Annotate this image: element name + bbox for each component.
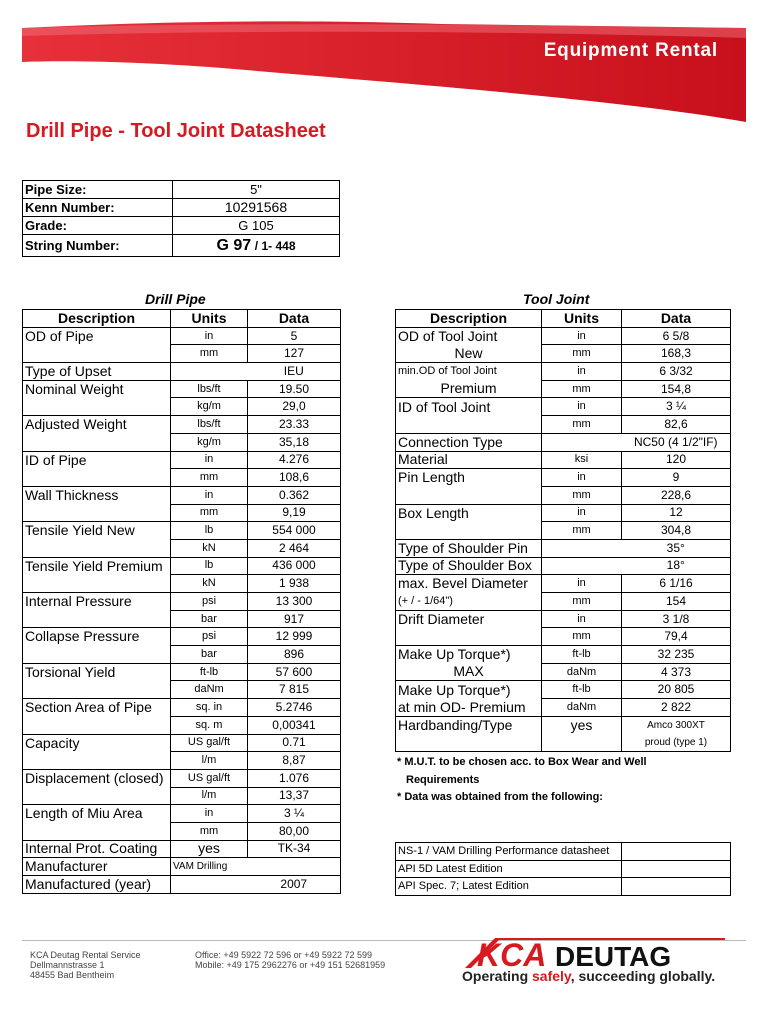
tool-joint-data: 228,6 — [622, 486, 731, 504]
notes — [397, 754, 647, 807]
tool-joint-data: proud (type 1) — [622, 734, 731, 752]
tool-joint-header-1: Units — [542, 310, 622, 328]
tool-joint-description — [396, 486, 542, 504]
drill-pipe-data: 4.276 — [248, 451, 341, 469]
tool-joint-unit: in — [542, 504, 622, 522]
drill-pipe-row — [23, 734, 341, 752]
footer-office: Office: +49 5922 72 596 or +49 5922 72 599 — [195, 950, 372, 960]
drill-pipe-row — [23, 380, 341, 398]
tagline — [462, 968, 715, 984]
drill-pipe-unit — [171, 876, 248, 894]
drill-pipe-data: TK-34 — [248, 840, 341, 858]
note-line-3: * Data was obtained from the following: — [397, 791, 603, 804]
drill-pipe-description: Manufactured (year) — [23, 876, 171, 894]
tool-joint-data: 3 1/8 — [622, 610, 731, 628]
drill-pipe-unit: lbs/ft — [171, 380, 248, 398]
tool-joint-unit — [542, 539, 622, 557]
drill-pipe-data: 2007 — [248, 876, 341, 894]
tool-joint-description: Premium — [396, 380, 542, 398]
reference-row — [396, 860, 731, 878]
tool-joint-data: 9 — [622, 469, 731, 487]
drill-pipe-unit: sq. in — [171, 699, 248, 717]
drill-pipe-unit: bar — [171, 610, 248, 628]
tool-joint-unit: mm — [542, 345, 622, 363]
tool-joint-description: Pin Length — [396, 469, 542, 487]
tool-joint-unit — [542, 734, 622, 752]
footer-company: KCA Deutag Rental Service — [30, 950, 141, 960]
drill-pipe-description: OD of Pipe — [23, 327, 171, 345]
tool-joint-row — [396, 716, 731, 734]
reference-row — [396, 878, 731, 896]
drill-pipe-row — [23, 840, 341, 858]
tool-joint-unit: daNm — [542, 663, 622, 681]
drill-pipe-row — [23, 522, 341, 540]
tool-joint-data: 304,8 — [622, 522, 731, 540]
drill-pipe-row — [23, 822, 341, 840]
drill-pipe-description — [23, 646, 171, 664]
tool-joint-data: 12 — [622, 504, 731, 522]
drill-pipe-unit: US gal/ft — [171, 734, 248, 752]
drill-pipe-row — [23, 327, 341, 345]
drill-pipe-header-1: Units — [171, 310, 248, 328]
drill-pipe-row — [23, 663, 341, 681]
drill-pipe-unit: in — [171, 486, 248, 504]
drill-pipe-description — [23, 787, 171, 805]
drill-pipe-row — [23, 646, 341, 664]
drill-pipe-unit: psi — [171, 593, 248, 611]
reference-empty-cell — [622, 878, 731, 896]
drill-pipe-row — [23, 504, 341, 522]
tool-joint-data: 82,6 — [622, 416, 731, 434]
drill-pipe-row — [23, 610, 341, 628]
tool-joint-unit: mm — [542, 593, 622, 611]
drill-pipe-data: 23.33 — [248, 416, 341, 434]
tool-joint-unit: in — [542, 363, 622, 381]
tool-joint-unit: ksi — [542, 451, 622, 469]
drill-pipe-data: 9,19 — [248, 504, 341, 522]
tool-joint-row — [396, 345, 731, 363]
tagline-part-3: , succeeding globally. — [570, 968, 716, 984]
drill-pipe-row — [23, 539, 341, 557]
drill-pipe-description: Nominal Weight — [23, 380, 171, 398]
drill-pipe-data: 2 464 — [248, 539, 341, 557]
tool-joint-description: Drift Diameter — [396, 610, 542, 628]
drill-pipe-data: 5.2746 — [248, 699, 341, 717]
drill-pipe-row — [23, 433, 341, 451]
drill-pipe-data: IEU — [248, 363, 341, 381]
drill-pipe-row — [23, 486, 341, 504]
drill-pipe-description: Internal Pressure — [23, 593, 171, 611]
tool-joint-row — [396, 663, 731, 681]
drill-pipe-data: 13,37 — [248, 787, 341, 805]
tool-joint-data: Amco 300XT — [622, 716, 731, 734]
tool-joint-data: NC50 (4 1/2"IF) — [622, 433, 731, 451]
drill-pipe-description — [23, 681, 171, 699]
drill-pipe-description: Capacity — [23, 734, 171, 752]
tool-joint-row — [396, 628, 731, 646]
tool-joint-unit — [542, 557, 622, 575]
tool-joint-row — [396, 398, 731, 416]
tool-joint-description: MAX — [396, 663, 542, 681]
tool-joint-data: 79,4 — [622, 628, 731, 646]
drill-pipe-unit: ft-lb — [171, 663, 248, 681]
drill-pipe-description — [23, 822, 171, 840]
tool-joint-row — [396, 557, 731, 575]
drill-pipe-data: 35,18 — [248, 433, 341, 451]
drill-pipe-row — [23, 787, 341, 805]
logo-deutag-text: DEUTAG — [555, 941, 672, 972]
drill-pipe-unit: mm — [171, 504, 248, 522]
tool-joint-row — [396, 416, 731, 434]
tool-joint-unit: ft-lb — [542, 646, 622, 664]
drill-pipe-unit: psi — [171, 628, 248, 646]
drill-pipe-description: Collapse Pressure — [23, 628, 171, 646]
tool-joint-description: Type of Shoulder Pin — [396, 539, 542, 557]
note-line-2: Requirements — [406, 773, 480, 786]
drill-pipe-unit — [171, 363, 248, 381]
drill-pipe-row — [23, 557, 341, 575]
drill-pipe-unit: in — [171, 451, 248, 469]
drill-pipe-data: 0,00341 — [248, 716, 341, 734]
kenn-number-label: Kenn Number: — [23, 199, 173, 217]
drill-pipe-unit: in — [171, 805, 248, 823]
tool-joint-unit: in — [542, 575, 622, 593]
drill-pipe-row — [23, 363, 341, 381]
tool-joint-data: 20 805 — [622, 681, 731, 699]
drill-pipe-row — [23, 345, 341, 363]
drill-pipe-data: 7 815 — [248, 681, 341, 699]
tool-joint-row — [396, 699, 731, 717]
drill-pipe-data: 436 000 — [248, 557, 341, 575]
tool-joint-row — [396, 539, 731, 557]
tool-joint-row — [396, 451, 731, 469]
tool-joint-data: 6 1/16 — [622, 575, 731, 593]
grade-label: Grade: — [23, 217, 173, 235]
drill-pipe-unit: mm — [171, 822, 248, 840]
drill-pipe-unit: kg/m — [171, 433, 248, 451]
drill-pipe-description: Manufacturer — [23, 858, 171, 876]
tool-joint-unit: mm — [542, 628, 622, 646]
tool-joint-row — [396, 327, 731, 345]
drill-pipe-description — [23, 469, 171, 487]
drill-pipe-description: Tensile Yield Premium — [23, 557, 171, 575]
drill-pipe-data: 1 938 — [248, 575, 341, 593]
drill-pipe-unit: kg/m — [171, 398, 248, 416]
tool-joint-unit: mm — [542, 380, 622, 398]
drill-pipe-data: 108,6 — [248, 469, 341, 487]
string-number-label: String Number: — [23, 235, 173, 257]
drill-pipe-unit: lb — [171, 522, 248, 540]
drill-pipe-header-0: Description — [23, 310, 171, 328]
drill-pipe-data — [248, 858, 341, 876]
tool-joint-description: min.OD of Tool Joint — [396, 363, 542, 381]
drill-pipe-data: 917 — [248, 610, 341, 628]
logo-kca-text: KCA — [477, 937, 547, 973]
drill-pipe-unit: l/m — [171, 752, 248, 770]
tool-joint-unit: in — [542, 398, 622, 416]
drill-pipe-unit: sq. m — [171, 716, 248, 734]
drill-pipe-unit: kN — [171, 539, 248, 557]
drill-pipe-row — [23, 858, 341, 876]
drill-pipe-description: Tensile Yield New — [23, 522, 171, 540]
drill-pipe-description: Wall Thickness — [23, 486, 171, 504]
drill-pipe-data: 8,87 — [248, 752, 341, 770]
drill-pipe-row — [23, 469, 341, 487]
tool-joint-data: 154 — [622, 593, 731, 611]
pipe-info-table — [22, 180, 340, 257]
drill-pipe-row — [23, 451, 341, 469]
tool-joint-description — [396, 734, 542, 752]
tool-joint-description: max. Bevel Diameter — [396, 575, 542, 593]
reference-text: NS-1 / VAM Drilling Performance datasheet — [396, 843, 622, 861]
drill-pipe-unit: bar — [171, 646, 248, 664]
drill-pipe-data: 0.362 — [248, 486, 341, 504]
drill-pipe-unit: mm — [171, 469, 248, 487]
drill-pipe-description: Internal Prot. Coating — [23, 840, 171, 858]
tool-joint-description — [396, 416, 542, 434]
tool-joint-data: 3 ¼ — [622, 398, 731, 416]
tool-joint-unit: in — [542, 610, 622, 628]
drill-pipe-row — [23, 716, 341, 734]
tool-joint-row — [396, 363, 731, 381]
drill-pipe-description — [23, 504, 171, 522]
tool-joint-unit: mm — [542, 522, 622, 540]
tool-joint-table — [395, 309, 731, 752]
reference-table — [395, 842, 731, 896]
tool-joint-unit — [542, 433, 622, 451]
drill-pipe-row — [23, 416, 341, 434]
drill-pipe-description — [23, 433, 171, 451]
tool-joint-data: 120 — [622, 451, 731, 469]
drill-pipe-data: 3 ¼ — [248, 805, 341, 823]
string-number-value — [173, 235, 340, 257]
drill-pipe-data: 127 — [248, 345, 341, 363]
tool-joint-header-0: Description — [396, 310, 542, 328]
drill-pipe-description — [23, 716, 171, 734]
tagline-part-1: Operating — [462, 968, 533, 984]
drill-pipe-data: 554 000 — [248, 522, 341, 540]
tool-joint-data: 2 822 — [622, 699, 731, 717]
drill-pipe-data: 896 — [248, 646, 341, 664]
drill-pipe-data: 29,0 — [248, 398, 341, 416]
drill-pipe-unit: daNm — [171, 681, 248, 699]
drill-pipe-row — [23, 593, 341, 611]
drill-pipe-description: Torsional Yield — [23, 663, 171, 681]
drill-pipe-description — [23, 752, 171, 770]
tool-joint-description: (+ / - 1/64") — [396, 593, 542, 611]
drill-pipe-data: 19.50 — [248, 380, 341, 398]
drill-pipe-data: 5 — [248, 327, 341, 345]
tool-joint-row — [396, 380, 731, 398]
drill-pipe-unit: mm — [171, 345, 248, 363]
footer-mobile: Mobile: +49 175 2962276 or +49 151 52681959 — [195, 960, 386, 970]
tool-joint-data: 6 5/8 — [622, 327, 731, 345]
tool-joint-data: 168,3 — [622, 345, 731, 363]
drill-pipe-unit: l/m — [171, 787, 248, 805]
drill-pipe-unit: in — [171, 327, 248, 345]
banner-title: Equipment Rental — [543, 40, 718, 61]
drill-pipe-unit: VAM Drilling — [171, 858, 248, 876]
reference-empty-cell — [622, 860, 731, 878]
drill-pipe-data: 0.71 — [248, 734, 341, 752]
tool-joint-description: at min OD- Premium — [396, 699, 542, 717]
tool-joint-description: ID of Tool Joint — [396, 398, 542, 416]
drill-pipe-unit: lb — [171, 557, 248, 575]
string-number-main: G 97 — [216, 236, 252, 254]
grade-value: G 105 — [173, 217, 340, 235]
reference-text: API 5D Latest Edition — [396, 860, 622, 878]
tool-joint-data: 32 235 — [622, 646, 731, 664]
tool-joint-unit: mm — [542, 416, 622, 434]
page-title: Drill Pipe - Tool Joint Datasheet — [26, 120, 326, 142]
drill-pipe-row — [23, 699, 341, 717]
drill-pipe-row — [23, 805, 341, 823]
tool-joint-header-2: Data — [622, 310, 731, 328]
reference-text: API Spec. 7; Latest Edition — [396, 878, 622, 896]
tool-joint-description: Make Up Torque*) — [396, 646, 542, 664]
tool-joint-row — [396, 610, 731, 628]
tool-joint-description: OD of Tool Joint — [396, 327, 542, 345]
reference-row — [396, 843, 731, 861]
note-line-1: * M.U.T. to be chosen acc. to Box Wear and Well — [397, 756, 647, 768]
pipe-size-label: Pipe Size: — [23, 181, 173, 199]
tool-joint-row — [396, 504, 731, 522]
tool-joint-unit: daNm — [542, 699, 622, 717]
drill-pipe-description — [23, 398, 171, 416]
drill-pipe-unit: US gal/ft — [171, 769, 248, 787]
drill-pipe-row — [23, 398, 341, 416]
pipe-size-value: 5" — [173, 181, 340, 199]
tool-joint-unit: in — [542, 327, 622, 345]
drill-pipe-description — [23, 575, 171, 593]
drill-pipe-description — [23, 610, 171, 628]
drill-pipe-description: Section Area of Pipe — [23, 699, 171, 717]
drill-pipe-unit: yes — [171, 840, 248, 858]
tool-joint-row — [396, 646, 731, 664]
tool-joint-row — [396, 593, 731, 611]
drill-pipe-row — [23, 876, 341, 894]
drill-pipe-data: 57 600 — [248, 663, 341, 681]
drill-pipe-description: Type of Upset — [23, 363, 171, 381]
tool-joint-description: Material — [396, 451, 542, 469]
tool-joint-description: Make Up Torque*) — [396, 681, 542, 699]
drill-pipe-data: 1.076 — [248, 769, 341, 787]
footer-address — [30, 950, 141, 980]
drill-pipe-description — [23, 539, 171, 557]
drill-pipe-row — [23, 769, 341, 787]
tool-joint-row — [396, 486, 731, 504]
drill-pipe-data: 13 300 — [248, 593, 341, 611]
drill-pipe-description: Displacement (closed) — [23, 769, 171, 787]
drill-pipe-row — [23, 681, 341, 699]
tool-joint-row — [396, 522, 731, 540]
tool-joint-unit: in — [542, 469, 622, 487]
tool-joint-data: 35° — [622, 539, 731, 557]
tool-joint-description — [396, 522, 542, 540]
tool-joint-data: 4 373 — [622, 663, 731, 681]
drill-pipe-description: ID of Pipe — [23, 451, 171, 469]
tool-joint-description: New — [396, 345, 542, 363]
drill-pipe-unit: kN — [171, 575, 248, 593]
footer-city: 48455 Bad Bentheim — [30, 970, 115, 980]
drill-pipe-unit: lbs/ft — [171, 416, 248, 434]
tool-joint-unit: mm — [542, 486, 622, 504]
drill-pipe-row — [23, 575, 341, 593]
tool-joint-description: Type of Shoulder Box — [396, 557, 542, 575]
drill-pipe-title: Drill Pipe — [145, 291, 206, 307]
tool-joint-row — [396, 575, 731, 593]
tool-joint-row — [396, 681, 731, 699]
drill-pipe-data: 80,00 — [248, 822, 341, 840]
drill-pipe-row — [23, 752, 341, 770]
tool-joint-data: 6 3/32 — [622, 363, 731, 381]
footer-contact — [195, 950, 385, 970]
drill-pipe-data: 12 999 — [248, 628, 341, 646]
string-number-suffix: / 1- 448 — [254, 238, 296, 253]
tool-joint-description — [396, 628, 542, 646]
tool-joint-description: Box Length — [396, 504, 542, 522]
drill-pipe-description: Adjusted Weight — [23, 416, 171, 434]
tool-joint-unit: ft-lb — [542, 681, 622, 699]
tool-joint-description: Connection Type — [396, 433, 542, 451]
footer-street: Dellmannstrasse 1 — [30, 960, 105, 970]
tool-joint-title: Tool Joint — [523, 291, 590, 307]
tool-joint-data: 18° — [622, 557, 731, 575]
drill-pipe-table — [22, 309, 341, 894]
drill-pipe-header-2: Data — [248, 310, 341, 328]
tool-joint-row — [396, 734, 731, 752]
reference-empty-cell — [622, 843, 731, 861]
kenn-number-value: 10291568 — [173, 199, 340, 217]
tool-joint-row — [396, 469, 731, 487]
tool-joint-unit: yes — [542, 716, 622, 734]
drill-pipe-description: Length of Miu Area — [23, 805, 171, 823]
tool-joint-row — [396, 433, 731, 451]
tagline-part-2: safely — [532, 968, 571, 984]
drill-pipe-row — [23, 628, 341, 646]
tool-joint-description: Hardbanding/Type — [396, 716, 542, 734]
drill-pipe-description — [23, 345, 171, 363]
tool-joint-data: 154,8 — [622, 380, 731, 398]
